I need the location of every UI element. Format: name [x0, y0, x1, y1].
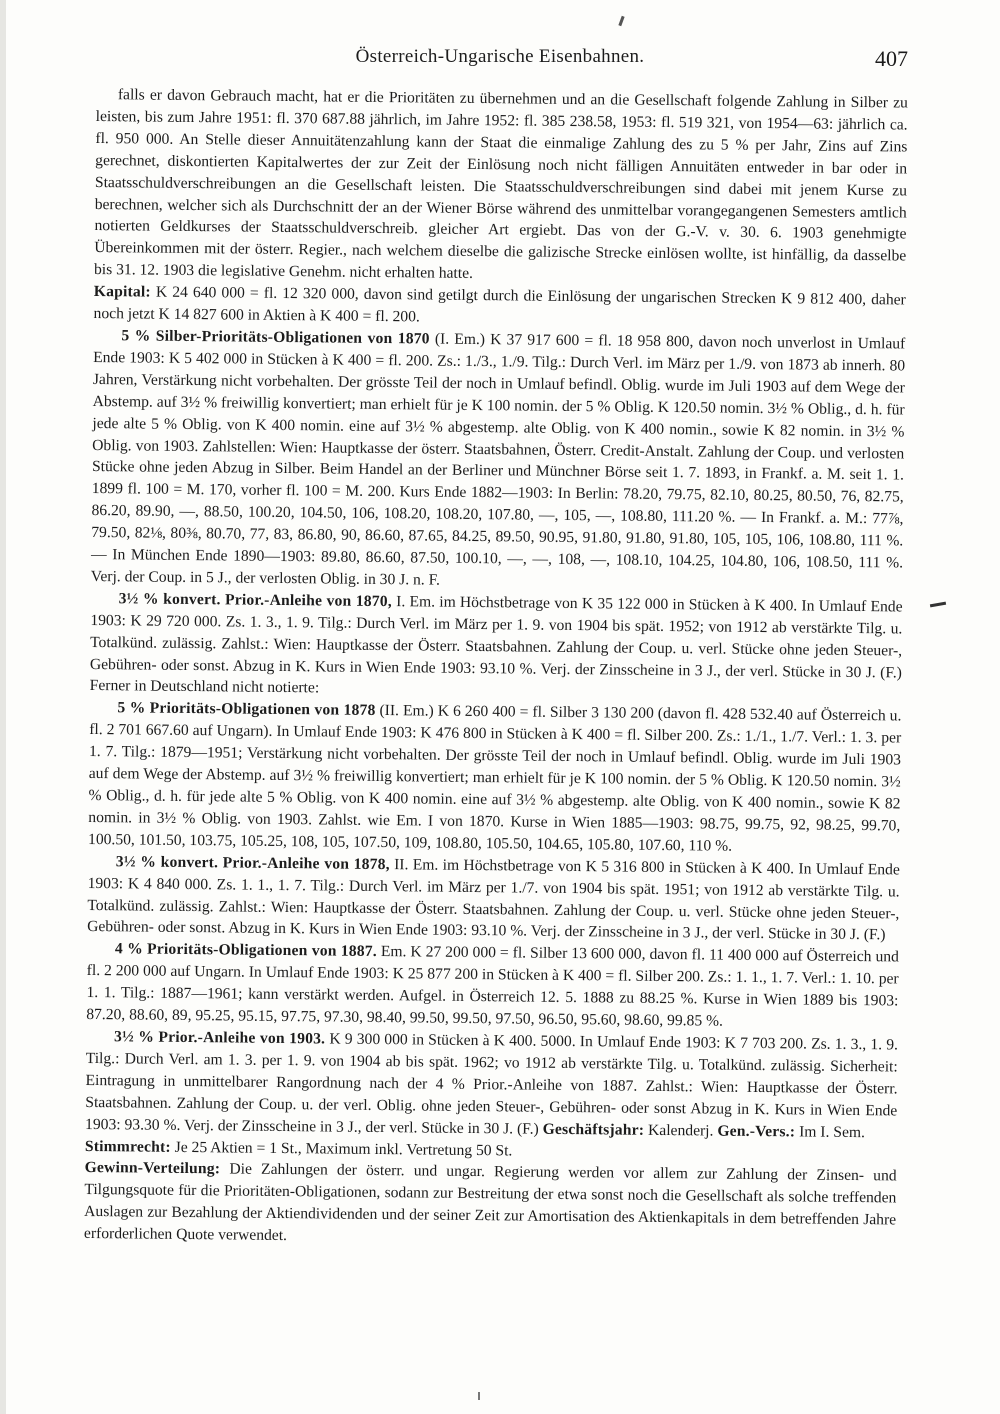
kapital-text: K 24 640 000 = fl. 12 320 000, davon sind getilgt durch die Einlösung der ungarischen Strecken K 9 812 400, daher noch jetzt K 14 827 600 in Aktien à K 400 = fl. 200. — [93, 283, 906, 326]
paragraph-prior-1887 — [86, 938, 899, 1034]
label-anleihe-1903: 3½ % Prior.-Anleihe von 1903. — [113, 1028, 326, 1048]
paragraph-annuity: falls er davon Gebrauch macht, hat er die Prioritäten zu übernehmen und an die Gesellschaft folgende Zahlung in Silber zu leisten, bis zum Jahre 1951: fl. 370 687.88 jährlich, im Jahre 1952: fl. 385 238.58, 1953: fl. 519 321, von 1954—63: jährlich ca. fl. 950 000. An Stelle dieser Annuitätenzahlung kann der Staat die einmalige Zahlung des zu 5 % per Jahr, Zins auf Zins gerechnet, diskontierten Kapitalwertes der zur Zeit der Einlösung noch nicht fälligen Annuitäten entweder in bar oder in Staatsschuldverschreibungen an die Gesellschaft leisten. Die Staatsschuldverschreibungen sind dabei mit jenem Kurse zu berechnen, welcher sich als Durchschnitt der an der Wiener Börse während des unmittelbar vorangegangenen Semesters amtlich notierten Geldkurses der Staatsschuldverschreib. gleicher Art ergiebt. Das von der G.-V. v. 30. 6. 1903 genehmigte Übereinkommen mit der österr. Regier., nach welchem dieselbe die galizische Strecke einlösen wollte, ist hinfällig, da dasselbe bis 31. 12. 1903 die legislative Genehm. nicht erhalten hatte. — [93, 86, 908, 283]
konvert-1878-text: II. Em. im Höchstbetrage von K 5 316 800 in Stücken à K 400. In Umlauf Ende 1903: K 4 840 000. Zs. 1. 1., 1. 7. Tilg.: Durch Verl. im März per 1./7. von 1904 bis spät. 1951; von 1912 ab verstärkte Tilg. u. Totalkünd. zulässig. Zahlst.: Wien: Hauptkasse der Österr. Staatsbahnen. Zahlung der Coup. u. verl. Stücke ohne jeden Steuer-, Gebühren- oder sonst. Abzug in K. Kurs in Wien Ende 1903: 93.10 %. Verj. der Zinsscheine in 3 J., der verl. Stücke in 30 J. (F.) — [87, 855, 900, 944]
bottom-tick-mark — [478, 1392, 480, 1400]
paragraph-konvert-1878 — [87, 851, 900, 947]
prior-1878-text: (II. Em.) K 6 260 400 = fl. Silber 3 130 200 (davon fl. 428 532.40 auf Österreich u. fl. 2 701 667.60 auf Ungarn). In Umlauf Ende 1903: K 476 800 in Stücken à K 400 = fl. Silber 200. Zs.: 1./1., 1./7. Verl.: 1. 3. per 1. 7. Tilg.: 1879—1951; Verstärkung nicht vorbehalten. Der grösste Teil der noch in Umlauf befindl. Oblig. wurde im Juli 1903 auf dem Wege der Abstemp. auf 3½ % freiwillig konvertiert; man erhielt für je K 100 nomin. der 5 % Oblig. K 120.50 nomin. 3½ % Oblig., d. h. für jede alte 5 % Oblig. von K 400 nomin. eine auf 3½ % abgestemp. alte Oblig. von K 400 nomin., sowie K 82 nomin. in 3½ % Oblig. von 1903. Zahlst. wie Em. I von 1870. Kurse in Wien 1885—1903: 98.75, 99.75, 92, 98.25, 99.70, 100.50, 101.50, 103.75, 105.25, 108, 105, 107.50, 109, 108.80, 105.50, 104.65, 105.80, 107.60, 110 %. — [88, 702, 902, 855]
geschaeftsjahr-text: Kalenderj. — [648, 1121, 714, 1140]
label-stimmrecht: Stimmrecht: — [84, 1137, 171, 1156]
paragraph-silber-prior-1870 — [91, 325, 906, 596]
page-header — [0, 40, 1000, 74]
page-edge-shadow — [0, 0, 6, 1414]
label-geschaeftsjahr: Geschäftsjahr: — [542, 1120, 645, 1139]
prior-1887-text: Em. K 27 200 000 = fl. Silber 13 600 000, davon fl. 11 400 000 auf Österreich und fl. 2 200 000 auf Ungarn. In Umlauf Ende 1903: K 25 877 200 in Stücken à K 400 = fl. Silber 200. Zs.: 1. 1., 1. 7. Verl.: 1. 10. per 1. 1. Tilg.: 1887—1961; kann verstärkt werden. Aufgel. in Österreich 12. 5. 1888 zu 88.25 %. Kurse in Wien 1889 bis 1903: 87.20, 88.60, 89, 95.25, 95.15, 97.75, 97.30, 98.40, 99.50, 99.50, 97.50, 96.50, 95.60, 98.60, 99.85 %. — [86, 943, 899, 1030]
anleihe-1903-text: K 9 300 000 in Stücken à K 400. 5000. In Umlauf Ende 1903: K 7 703 200. Zs. 1. 3., 1. 9. Tilg.: Durch Verl. am 1. 3. per 1. 9. von 1904 ab bis spät. 1962; vo 1912 ab verstärkte Tilg. u. Totalkünd. zulässig. Sicherheit: Eintragung in unmittelbarer Rangordnung nach der 4 % Prior.-Anleihe von 1887. Zahlst.: Wien: Hauptkasse der Österr. Staatsbahnen. Zahlung der Coup. u. der verl. Oblig. ohne jeden Steuer-, Gebühren- oder sonst Abzug in K. Kurs in Wien Ende 1903: 93.30 %. Verj. der Zinsscheine in 3 J., der verl. Stücke in 30 J. (F.) — [85, 1030, 899, 1138]
page-body — [84, 84, 908, 1253]
label-gewinn-verteilung: Gewinn-Verteilung: — [84, 1159, 221, 1178]
silber-prior-1870-detail: (I. Em.) K 37 917 600 = fl. 18 958 800, davon — [434, 330, 737, 351]
label-silber-prior-1870: 5 % Silber-Prioritäts-Obligationen von 1870 — [121, 327, 430, 348]
label-konvert-1878: 3½ % konvert. Prior.-Anleihe von 1878, — [115, 852, 390, 873]
gewinn-verteilung-text: Die Zahlungen der österr. und ungar. Regierung werden vor allem zur Zahlung der Zinsen- und Tilgungsquote für die Prioritäten-Obligationen, sodann zur Bestreitung der etwa sonst noch die Gesellschaft als solche treffenden Auslagen zur Bezahlung der Aktiendividenden und der seiner Zeit zur Amortisation des Aktienkapitals in dem betreffenden Jahre erforderlichen Quote verwendet. — [83, 1160, 897, 1245]
label-kapital: Kapital: — [93, 283, 151, 301]
stimmrecht-text: Je 25 Aktien = 1 St., Maximum inkl. Vertretung 50 St. — [174, 1138, 513, 1159]
label-prior-1887: 4 % Prioritäts-Obligationen von 1887. — [114, 940, 377, 961]
paragraph-gewinn-verteilung — [84, 1157, 897, 1253]
running-head: Österreich-Ungarische Eisenbahnen. — [355, 46, 645, 67]
konvert-1870-text: I. Em. im Höchstbetrage von K 35 122 000 in Stücken à K 400. In Umlauf Ende 1903: K 29 720 000. Zs. 1. 3., 1. 9. Tilg.: Durch Verl. im März per 1. 9. von 1904 bis spät. 1952; von 1912 ab verstärkte Tilg. u. Totalkünd. zulässig. Zahlst.: Wien: Hauptkasse der Österr. Staatsbahnen. Zahlung der Coup. u. verl. Stücke ohne jeden Steuer-, Gebühren- oder sonst. Abzug in K. Kurs in Wien Ende 1903: 93.10 %. Verj. der Zinsscheine in 3 J., der verl. Stücke in 30 J. (F.) Ferner in Deutschland nicht notierte: — [89, 593, 903, 697]
paragraph-konvert-1870 — [90, 588, 903, 706]
paragraph-prior-1878 — [88, 697, 902, 859]
paragraph-anleihe-1903 — [85, 1026, 898, 1144]
silber-prior-1870-text: noch unverlost in Umlauf Ende 1903: K 5 402 000 in Stücken à K 400 = fl. 200. Zs.: 1./3., 1./9. Tilg.: Durch Verl. im März per 1./9. von 1873 ab innerh. 80 Jahren, Verstärkung nicht vorbehalten. Der grösste Teil der noch in Umlauf befindl. Oblig. wurde im Juli 1903 auf dem Wege der Abstemp. auf 3½ % freiwillig konvertiert; man erhielt für je K 100 nomin. der 5 % Oblig. K 120.50 nomin. 3½ % Oblig., d. h. für jede alte 5 % Oblig. von K 400 nomin. eine auf 3½ % abgestemp. alte Oblig. von K 400 nomin., sowie K 82 nomin. in 3½ % Oblig. von 1903. Zahlstellen: Wien: Hauptkasse der österr. Staatsbahnen, Österr. Credit-Anstalt. Zahlung der Coup. und verlosten Stücke ohne jeden Abzug in Silber. Beim Handel an der Berliner und Münchner Börse seit 1. 7. 1893, in Frankf. a. M. seit 1. 1. 1899 fl. 100 = M. 170, vorher fl. 100 = M. 200. Kurs Ende 1882—1903: In Berlin: 78.20, 79.75, 82.10, 80.25, 80.50, 76, 82.75, 86.20, 89.90, —, 88.50, 100.20, 104.50, 106, 108.20, 108.20, 107.80, —, 105, —, 108.80, 111.20 %. — In Frankf. a. M.: 77⅞, 79.50, 82⅛, 80⅜, 80.70, 77, 83, 86.80, 90, 86.60, 87.65, 84.25, 89.50, 90.95, 91.80, 91.80, 91.80, 105, 105, 106, 108.80, 111 %. — In München Ende 1890—1903: 89.80, 86.60, 87.50, 100.10, —, —, 108, —, 108.10, 104.25, 104.80, 106, 108.50, 111 %. Verj. der Coup. in 5 J., der verlosten Oblig. in 30 J. n. F. — [90, 333, 906, 589]
gen-vers-text: Im I. Sem. — [799, 1123, 866, 1141]
page-number: 407 — [875, 46, 908, 71]
label-gen-vers: Gen.-Vers.: — [717, 1122, 796, 1140]
label-konvert-1870: 3½ % konvert. Prior.-Anleihe von 1870, — [118, 590, 393, 610]
label-prior-1878: 5 % Prioritäts-Obligationen von 1878 — [117, 699, 376, 720]
